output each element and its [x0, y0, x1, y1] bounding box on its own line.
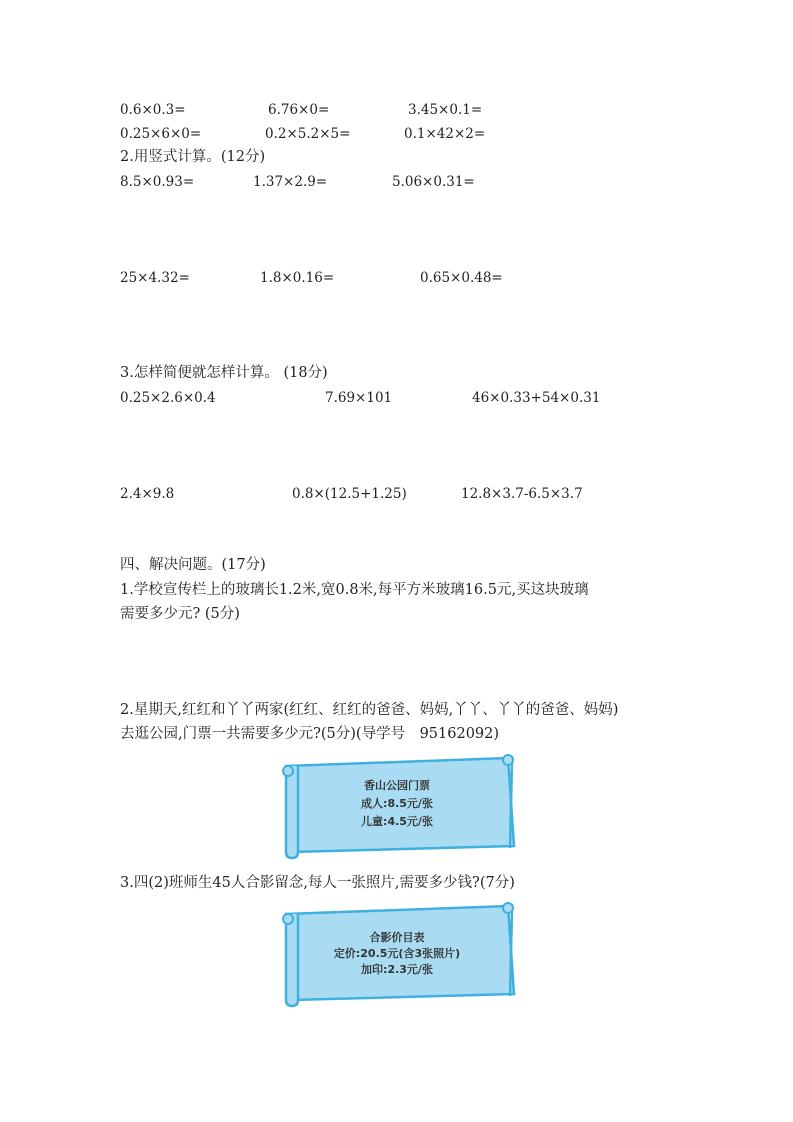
expression: 0.8×(12.5+1.25) [292, 486, 407, 502]
expression: 6.76×0= [268, 102, 330, 118]
price-table-scroll [276, 900, 518, 1008]
expression: 7.69×101 [325, 390, 393, 406]
question-text: 需要多少元? (5分) [120, 606, 240, 622]
expression: 3.45×0.1= [408, 102, 483, 118]
expression: 5.06×0.31= [392, 174, 475, 190]
question-text: 1.学校宣传栏上的玻璃长1.2米,宽0.8米,每平方米玻璃16.5元,买这块玻璃 [120, 582, 589, 598]
ticket-title: 香山公园门票 [364, 779, 430, 792]
expression: 12.8×3.7-6.5×3.7 [461, 486, 583, 502]
expression: 0.1×42×2= [404, 126, 486, 142]
expression: 1.8×0.16= [260, 270, 335, 286]
expression: 0.25×2.6×0.4 [120, 390, 216, 406]
price-table-base-price: 定价:20.5元(含3张照片) [333, 947, 461, 960]
price-table-extra-print: 加印:2.3元/张 [361, 963, 433, 976]
part-heading: 四、解决问题。(17分) [120, 557, 266, 573]
expression: 1.37×2.9= [253, 174, 328, 190]
expression: 25×4.32= [120, 270, 190, 286]
ticket-child-price: 儿童:4.5元/张 [361, 815, 433, 828]
section-heading: 2.用竖式计算。(12分) [120, 149, 266, 165]
expression: 2.4×9.8 [120, 486, 175, 502]
price-table-title: 合影价目表 [369, 931, 425, 944]
ticket-scroll [276, 752, 518, 860]
question-text: 2.星期天,红红和丫丫两家(红红、红红的爸爸、妈妈,丫丫、丫丫的爸爸、妈妈) [120, 702, 619, 718]
expression: 0.6×0.3= [120, 102, 186, 118]
question-text: 3.四(2)班师生45人合影留念,每人一张照片,需要多少钱?(7分) [120, 875, 515, 891]
ticket-adult-price: 成人:8.5元/张 [361, 797, 433, 810]
expression: 0.25×6×0= [120, 126, 202, 142]
expression: 0.2×5.2×5= [265, 126, 351, 142]
section-heading: 3.怎样简便就怎样计算。 (18分) [120, 365, 328, 381]
expression: 0.65×0.48= [420, 270, 503, 286]
expression: 46×0.33+54×0.31 [472, 390, 601, 406]
question-text: 去逛公园,门票一共需要多少元?(5分)(导学号 95162092) [120, 726, 500, 742]
expression: 8.5×0.93= [120, 174, 195, 190]
